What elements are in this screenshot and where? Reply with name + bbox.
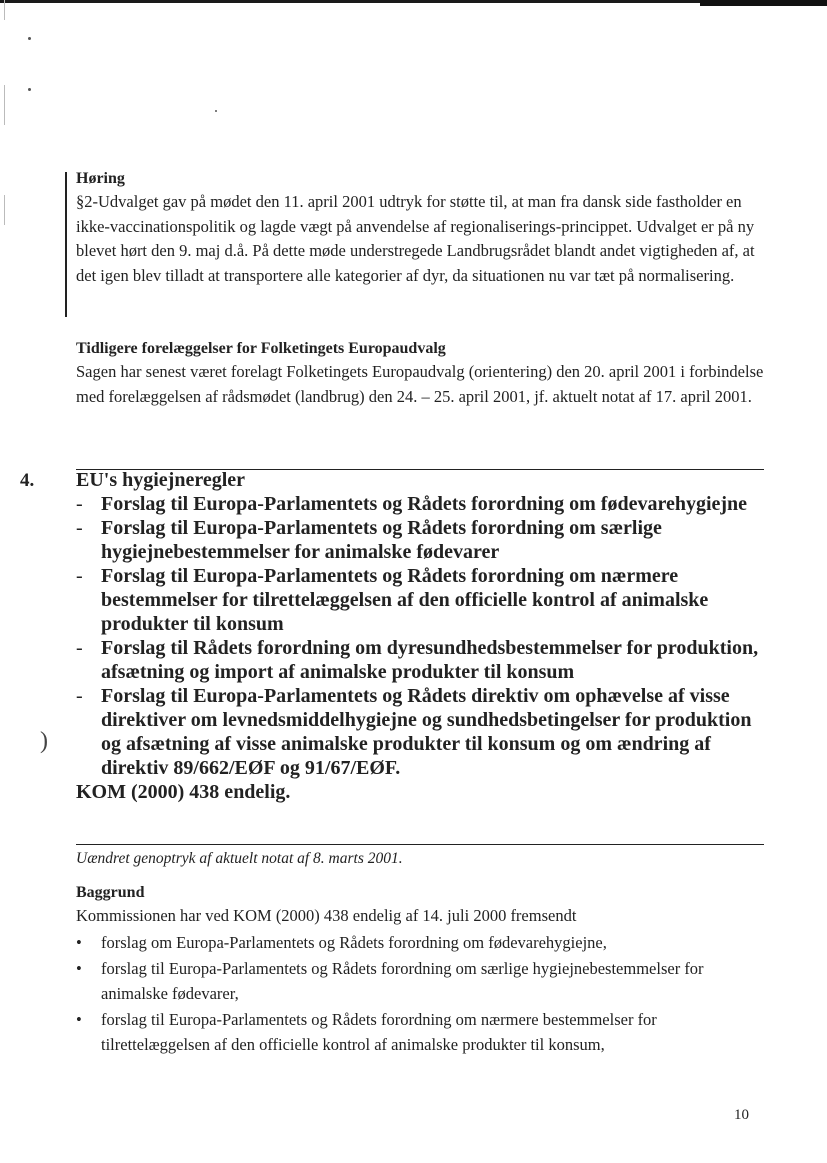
horing-section bbox=[76, 168, 766, 288]
scan-speck bbox=[215, 110, 217, 112]
proposal-item: - Forslag til Europa-Parlamentets og Rådets forordning om fødevarehygiejne bbox=[76, 493, 748, 515]
tidligere-text: Sagen har senest været forelagt Folketingets Europaudvalg (orientering) den 20. april 2001 i forbindelse med forelæggelsen af rådsmødet (landbrug) den 24. – 25. april 2001, jf. aktuelt notat af 17. april 2001. bbox=[76, 362, 764, 406]
eu-hygiene-section bbox=[76, 468, 766, 804]
page-number: 10 bbox=[734, 1107, 749, 1123]
top-rule-accent bbox=[700, 0, 827, 6]
reprint-note: Uændret genoptryk af aktuelt notat af 8. marts 2001. bbox=[76, 850, 403, 867]
proposal-item: - Forslag til Rådets forordning om dyresundhedsbestemmelser for produktion, afsætning og import af animalske produkter til konsum bbox=[76, 637, 759, 683]
scan-mark: ) bbox=[40, 728, 48, 754]
scan-edge-line bbox=[4, 85, 5, 125]
section-title: EU's hygiejneregler bbox=[76, 469, 246, 491]
tidligere-heading: Tidligere forelæggelser for Folketingets Europaudvalg bbox=[76, 340, 446, 357]
horing-heading: Høring bbox=[76, 170, 125, 187]
baggrund-heading: Baggrund bbox=[76, 884, 145, 901]
section-rule-bottom bbox=[76, 844, 764, 845]
horing-text: §2-Udvalget gav på mødet den 11. april 2001 udtryk for støtte til, at man fra dansk side fastholder en ikke-vaccinationspolitik og lagde vægt på anvendelse af regionaliserings-princippet. Udvalget er på ny blevet hørt den 9. maj d.å. På dette møde understregede Landbrugsrådet blandt andet vigtigheden af, at det igen blev tilladt at transportere alle kategorier af dyr, da situationen nu var tæt på normalisering. bbox=[76, 192, 755, 285]
scan-edge-line bbox=[4, 195, 5, 225]
list-item: • forslag til Europa-Parlamentets og Rådets forordning om nærmere bestemmelser for tilrettelæggelsen af den officielle kontrol af animalske produkter til konsum, bbox=[76, 1010, 657, 1054]
baggrund-list bbox=[76, 931, 766, 1058]
change-bar bbox=[65, 172, 67, 317]
baggrund-intro: Kommissionen har ved KOM (2000) 438 endelig af 14. juli 2000 fremsendt bbox=[76, 906, 577, 925]
list-item: • forslag om Europa-Parlamentets og Rådets forordning om fødevarehygiejne, bbox=[76, 932, 607, 952]
proposal-item: - Forslag til Europa-Parlamentets og Rådets direktiv om ophævelse af visse direktiver om levnedsmiddelhygiejne og sundhedsbetingelser for produktion og afsætning af visse animalske produkter til konsum og om ændring af direktiv 89/662/EØF og 91/67/EØF. bbox=[76, 685, 752, 779]
baggrund-section bbox=[76, 882, 766, 1059]
scan-speck bbox=[28, 37, 31, 40]
proposal-item: - Forslag til Europa-Parlamentets og Rådets forordning om særlige hygiejnebestemmelser for animalske fødevarer bbox=[76, 517, 662, 563]
proposal-item: - Forslag til Europa-Parlamentets og Rådets forordning om nærmere bestemmelser for tilrettelæggelsen af den officielle kontrol af animalske produkter til konsum bbox=[76, 565, 709, 635]
kom-reference: KOM (2000) 438 endelig. bbox=[76, 781, 291, 803]
section-number: 4. bbox=[20, 470, 35, 491]
tidligere-section bbox=[76, 338, 766, 409]
scan-edge-line bbox=[4, 0, 5, 20]
scan-speck bbox=[28, 88, 31, 91]
list-item: • forslag til Europa-Parlamentets og Rådets forordning om særlige hygiejnebestemmelser for animalske fødevarer, bbox=[76, 959, 704, 1003]
